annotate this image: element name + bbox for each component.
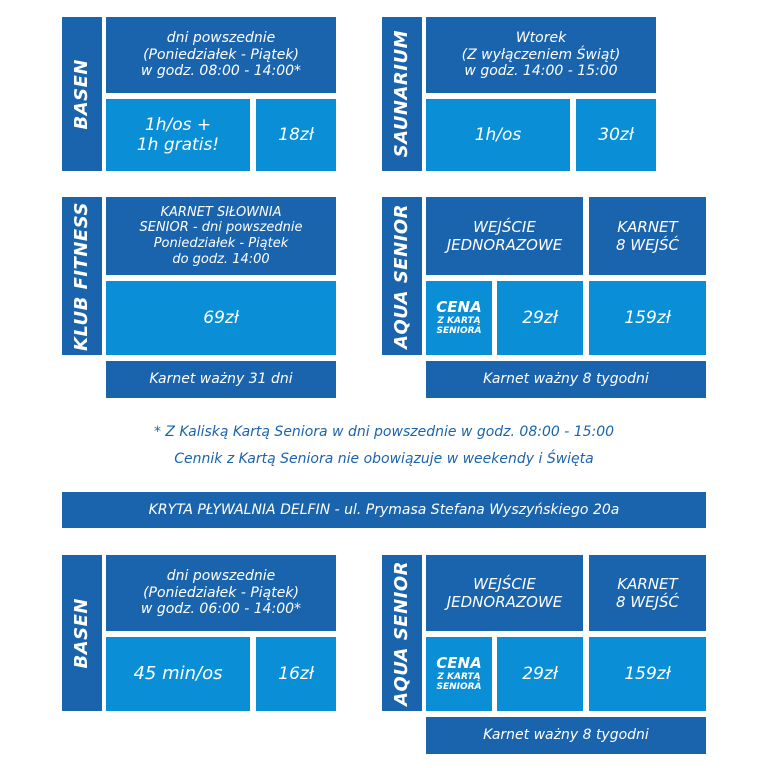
saunarium-schedule-line3: w godz. 14:00 - 15:00 bbox=[464, 63, 618, 80]
pool-banner-text: KRYTA PŁYWALNIA DELFIN - ul. Prymasa Stefana Wyszyńskiego 20a bbox=[148, 501, 620, 518]
saunarium-price: 30zł bbox=[598, 124, 634, 145]
aqua-bottom-footer bbox=[426, 717, 706, 754]
aqua-bottom-footer-text: Karnet ważny 8 tygodni bbox=[483, 727, 649, 744]
basen-schedule-line2: (Poniedziałek - Piątek) bbox=[143, 46, 299, 63]
aqua-bottom-entry-line1: WEJŚCIE bbox=[473, 575, 536, 593]
saunarium-schedule-line2: (Z wyłączeniem Świąt) bbox=[461, 46, 621, 63]
aqua-entry-price: 29zł bbox=[522, 307, 558, 328]
basen-label: BASEN bbox=[71, 58, 93, 130]
basen-bottom-label-box bbox=[62, 555, 102, 711]
aqua-bottom-entry-price-box bbox=[497, 637, 583, 711]
basen-bottom-schedule-line2: (Poniedziałek - Piątek) bbox=[143, 584, 299, 601]
basen-schedule-line1: dni powszednie bbox=[166, 29, 276, 46]
basen-schedule-box bbox=[106, 17, 336, 93]
aqua-cena-sub1: Z KARTĄ bbox=[437, 315, 481, 326]
aqua-bottom-pass-header bbox=[589, 555, 706, 631]
basen-bottom-schedule-line1: dni powszednie bbox=[166, 567, 276, 584]
basen-offer-line2: 1h gratis! bbox=[136, 135, 220, 155]
basen-schedule-line3: w godz. 08:00 - 14:00* bbox=[140, 63, 302, 80]
aqua-pass-line1: KARNET bbox=[617, 218, 678, 236]
aqua-bottom-entry-price: 29zł bbox=[522, 663, 558, 684]
aqua-cena-box bbox=[426, 281, 492, 355]
aqua-pass-header bbox=[589, 197, 706, 275]
aqua-bottom-cena-sub1: Z KARTĄ bbox=[437, 671, 481, 682]
klub-fitness-footer-text: Karnet ważny 31 dni bbox=[149, 371, 293, 388]
klub-fitness-footer bbox=[106, 361, 336, 398]
basen-bottom-schedule-line3: w godz. 06:00 - 14:00* bbox=[140, 601, 302, 618]
aqua-bottom-cena: CENA bbox=[436, 654, 482, 673]
aqua-pass-price-box bbox=[589, 281, 706, 355]
klub-fitness-price-box bbox=[106, 281, 336, 355]
klub-fitness-info-line1: KARNET SIŁOWNIA bbox=[160, 204, 282, 220]
aqua-bottom-label: AQUA SENIOR bbox=[391, 560, 413, 706]
basen-bottom-price-box bbox=[256, 637, 336, 711]
saunarium-label-box bbox=[382, 17, 422, 171]
basen-label-box bbox=[62, 17, 102, 171]
basen-offer-box bbox=[106, 99, 250, 171]
aqua-senior-label: AQUA SENIOR bbox=[391, 203, 413, 349]
aqua-entry-price-box bbox=[497, 281, 583, 355]
aqua-senior-label-box bbox=[382, 197, 422, 355]
aqua-bottom-label-box bbox=[382, 555, 422, 711]
basen-bottom-label: BASEN bbox=[71, 597, 93, 669]
klub-fitness-info-box bbox=[106, 197, 336, 275]
aqua-bottom-entry-line2: JEDNORAZOWE bbox=[446, 593, 563, 611]
basen-bottom-price: 16zł bbox=[278, 663, 314, 684]
aqua-footer bbox=[426, 361, 706, 398]
pool-banner bbox=[62, 492, 706, 528]
klub-fitness-label-box bbox=[62, 197, 102, 355]
aqua-bottom-cena-box bbox=[426, 637, 492, 711]
aqua-entry-line2: JEDNORAZOWE bbox=[446, 236, 563, 254]
aqua-entry-header bbox=[426, 197, 583, 275]
klub-fitness-info-line2: SENIOR - dni powszednie bbox=[139, 220, 303, 236]
basen-price: 18zł bbox=[278, 124, 314, 145]
basen-offer-line1: 1h/os + bbox=[144, 114, 212, 135]
klub-fitness-label: KLUB FITNESS bbox=[71, 201, 93, 351]
aqua-bottom-cena-sub2: SENIORA bbox=[436, 682, 482, 693]
basen-bottom-offer-box bbox=[106, 637, 250, 711]
aqua-bottom-pass-price-box bbox=[589, 637, 706, 711]
aqua-pass-line2: 8 WEJŚĆ bbox=[615, 236, 680, 254]
aqua-bottom-pass-line1: KARNET bbox=[617, 575, 678, 593]
aqua-bottom-pass-line2: 8 WEJŚĆ bbox=[615, 593, 680, 611]
aqua-entry-line1: WEJŚCIE bbox=[473, 218, 536, 236]
klub-fitness-info-line3: Poniedziałek - Piątek bbox=[153, 236, 289, 251]
aqua-footer-text: Karnet ważny 8 tygodni bbox=[483, 371, 649, 388]
aqua-pass-price: 159zł bbox=[624, 307, 671, 328]
saunarium-label: SAUNARIUM bbox=[391, 30, 413, 158]
saunarium-offer: 1h/os bbox=[474, 124, 522, 145]
klub-fitness-price: 69zł bbox=[203, 307, 239, 328]
basen-price-box bbox=[256, 99, 336, 171]
basen-bottom-offer: 45 min/os bbox=[133, 663, 223, 685]
aqua-cena-sub2: SENIORA bbox=[436, 326, 482, 337]
saunarium-schedule-line1: Wtorek bbox=[515, 29, 567, 46]
note-line1: * Z Kaliską Kartą Seniora w dni powszednie w godz. 08:00 - 15:00 bbox=[153, 424, 615, 440]
aqua-bottom-pass-price: 159zł bbox=[624, 663, 671, 684]
saunarium-offer-box bbox=[426, 99, 570, 171]
saunarium-price-box bbox=[576, 99, 656, 171]
note-line2: Cennik z Kartą Seniora nie obowiązuje w weekendy i Święta bbox=[174, 451, 594, 467]
aqua-cena: CENA bbox=[436, 298, 482, 317]
saunarium-schedule-box bbox=[426, 17, 656, 93]
aqua-bottom-entry-header bbox=[426, 555, 583, 631]
basen-bottom-schedule-box bbox=[106, 555, 336, 631]
klub-fitness-info-line4: do godz. 14:00 bbox=[172, 251, 270, 267]
